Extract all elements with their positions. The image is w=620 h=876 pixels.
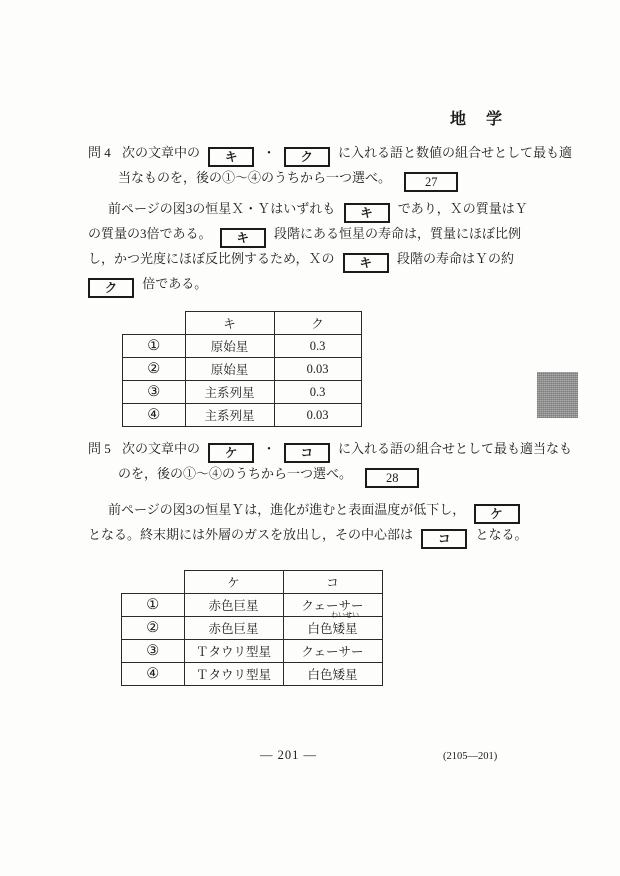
option-number: ③ (123, 381, 186, 404)
option-ku-value: 0.03 (274, 404, 361, 427)
q5-line2 (118, 461, 568, 486)
empty-header-cell (123, 312, 186, 335)
q4-answer-table (122, 311, 362, 427)
blank-box-ki: キ (343, 253, 389, 273)
q4-passage-line4 (88, 271, 558, 296)
q4-passage-line2 (88, 221, 558, 246)
q5-passage-line1 (88, 497, 568, 522)
option-ke-value: 赤色巨星 (184, 617, 283, 640)
q4-passage-line1 (88, 196, 558, 221)
blank-box-ki: キ (220, 228, 266, 248)
option-ke-value: 赤色巨星 (184, 594, 283, 617)
q4-passage (88, 196, 558, 296)
option-ki-value: 原始星 (185, 335, 274, 358)
option-number: ① (122, 594, 185, 617)
page-title: 地 学 (450, 111, 505, 128)
ruby-annotation: わいせい (331, 611, 359, 619)
option-ki-value: 原始星 (185, 358, 274, 381)
option-ke-value: Ｔタウリ型星 (184, 663, 283, 686)
blank-box-ko: コ (421, 529, 467, 549)
q4-line2-text: 当なものを，後の①～④のうちから一つ選べ。 (118, 170, 392, 185)
page-number: — 201 — (260, 748, 317, 762)
q5-line1-pre: 次の文章中の (122, 441, 201, 456)
option-number: ④ (123, 404, 186, 427)
blank-box-ki: キ (208, 147, 254, 167)
blank-box-ke: ケ (208, 443, 254, 463)
q4-p-l1-pre: 前ページの図3の恒星Ｘ・Ｙはいずれも (108, 201, 336, 216)
blank-box-ku: ク (284, 147, 330, 167)
option-ko-value: クェーサー (283, 594, 382, 617)
option-ki-value: 主系列星 (185, 381, 274, 404)
q4-line1-pre: 次の文章中の (122, 145, 201, 160)
q4-p-l1-post: であり，Ｘの質量はＹ (397, 201, 528, 216)
q5-p-l2-pre: となる。終末期には外層のガスを放出し，その中心部は (88, 527, 414, 542)
q5-dot: ・ (262, 441, 276, 456)
q5-line2-text: のを，後の①～④のうちから一つ選べ。 (118, 466, 353, 481)
q5-passage-line2 (88, 522, 568, 547)
option-ki-value: 主系列星 (185, 404, 274, 427)
q4-passage-line3 (88, 246, 558, 271)
q4-p-l2-pre: の質量の3倍である。 (88, 226, 212, 241)
table-row (123, 404, 362, 427)
blank-box-ki: キ (344, 203, 390, 223)
q5-line1-post: に入れる語の組合せとして最も適当なも (338, 441, 573, 456)
table-header-row (123, 312, 362, 335)
q4-col-ki: キ (185, 312, 274, 335)
q4-label: 問 4 (88, 145, 111, 160)
option-number: ② (123, 358, 186, 381)
blank-box-ku: ク (88, 278, 134, 298)
q4-dot: ・ (262, 145, 276, 160)
ko-text-plain: 白色 (307, 622, 333, 636)
q4-line1-post: に入れる語と数値の組合せとして最も適 (338, 145, 573, 160)
booklet-code: (2105—201) (443, 751, 498, 762)
q5-answer-table (121, 570, 383, 686)
option-number: ① (123, 335, 186, 358)
ruby-base: 矮星 (332, 622, 358, 636)
scan-halftone-mark (537, 372, 578, 418)
option-number: ③ (122, 640, 185, 663)
q5-p-l1-pre: 前ページの図3の恒星Ｙは，進化が進むと表面温度が低下し， (108, 502, 466, 517)
option-ko-value (283, 611, 382, 640)
table-row (123, 335, 362, 358)
q4-p-l3-pre: し，かつ光度にほぼ反比例するため，Ｘの (88, 251, 335, 266)
table-row (122, 663, 383, 686)
option-ke-value: Ｔタウリ型星 (184, 640, 283, 663)
option-ko-value: 白色矮星 (283, 663, 382, 686)
table-row (123, 358, 362, 381)
table-row (122, 640, 383, 663)
option-ku-value: 0.3 (274, 335, 361, 358)
option-number: ② (122, 617, 185, 640)
table-header-row (122, 571, 383, 594)
q4-line1 (88, 140, 573, 165)
q4-p-l3-post: 段階の寿命はＹの約 (396, 251, 514, 266)
empty-header-cell (122, 571, 185, 594)
q5-p-l2-post: となる。 (475, 527, 528, 542)
ko-text-with-ruby (331, 611, 359, 637)
q4-line2 (118, 165, 558, 190)
table-row (123, 381, 362, 404)
q4-p-l2-post: 段階にある恒星の寿命は，質量にほぼ比例 (274, 226, 522, 241)
option-ku-value: 0.03 (274, 358, 361, 381)
q4-col-ku: ク (274, 312, 361, 335)
q5-passage (88, 497, 568, 547)
option-ku-value: 0.3 (274, 381, 361, 404)
q5-label: 問 5 (88, 441, 111, 456)
option-ko-value: クェーサー (283, 640, 382, 663)
q5-col-ko: コ (283, 571, 382, 594)
blank-box-ko: コ (284, 443, 330, 463)
question-5 (88, 436, 573, 486)
q4-p-l4-post: 倍である。 (142, 276, 208, 291)
table-row (122, 617, 383, 640)
q5-col-ke: ケ (184, 571, 283, 594)
q5-answer-number-box: 28 (365, 468, 419, 488)
question-4 (88, 140, 573, 190)
q5-line1 (88, 436, 573, 461)
blank-box-ke: ケ (474, 504, 520, 524)
option-number: ④ (122, 663, 185, 686)
q4-answer-number-box: 27 (404, 172, 458, 192)
